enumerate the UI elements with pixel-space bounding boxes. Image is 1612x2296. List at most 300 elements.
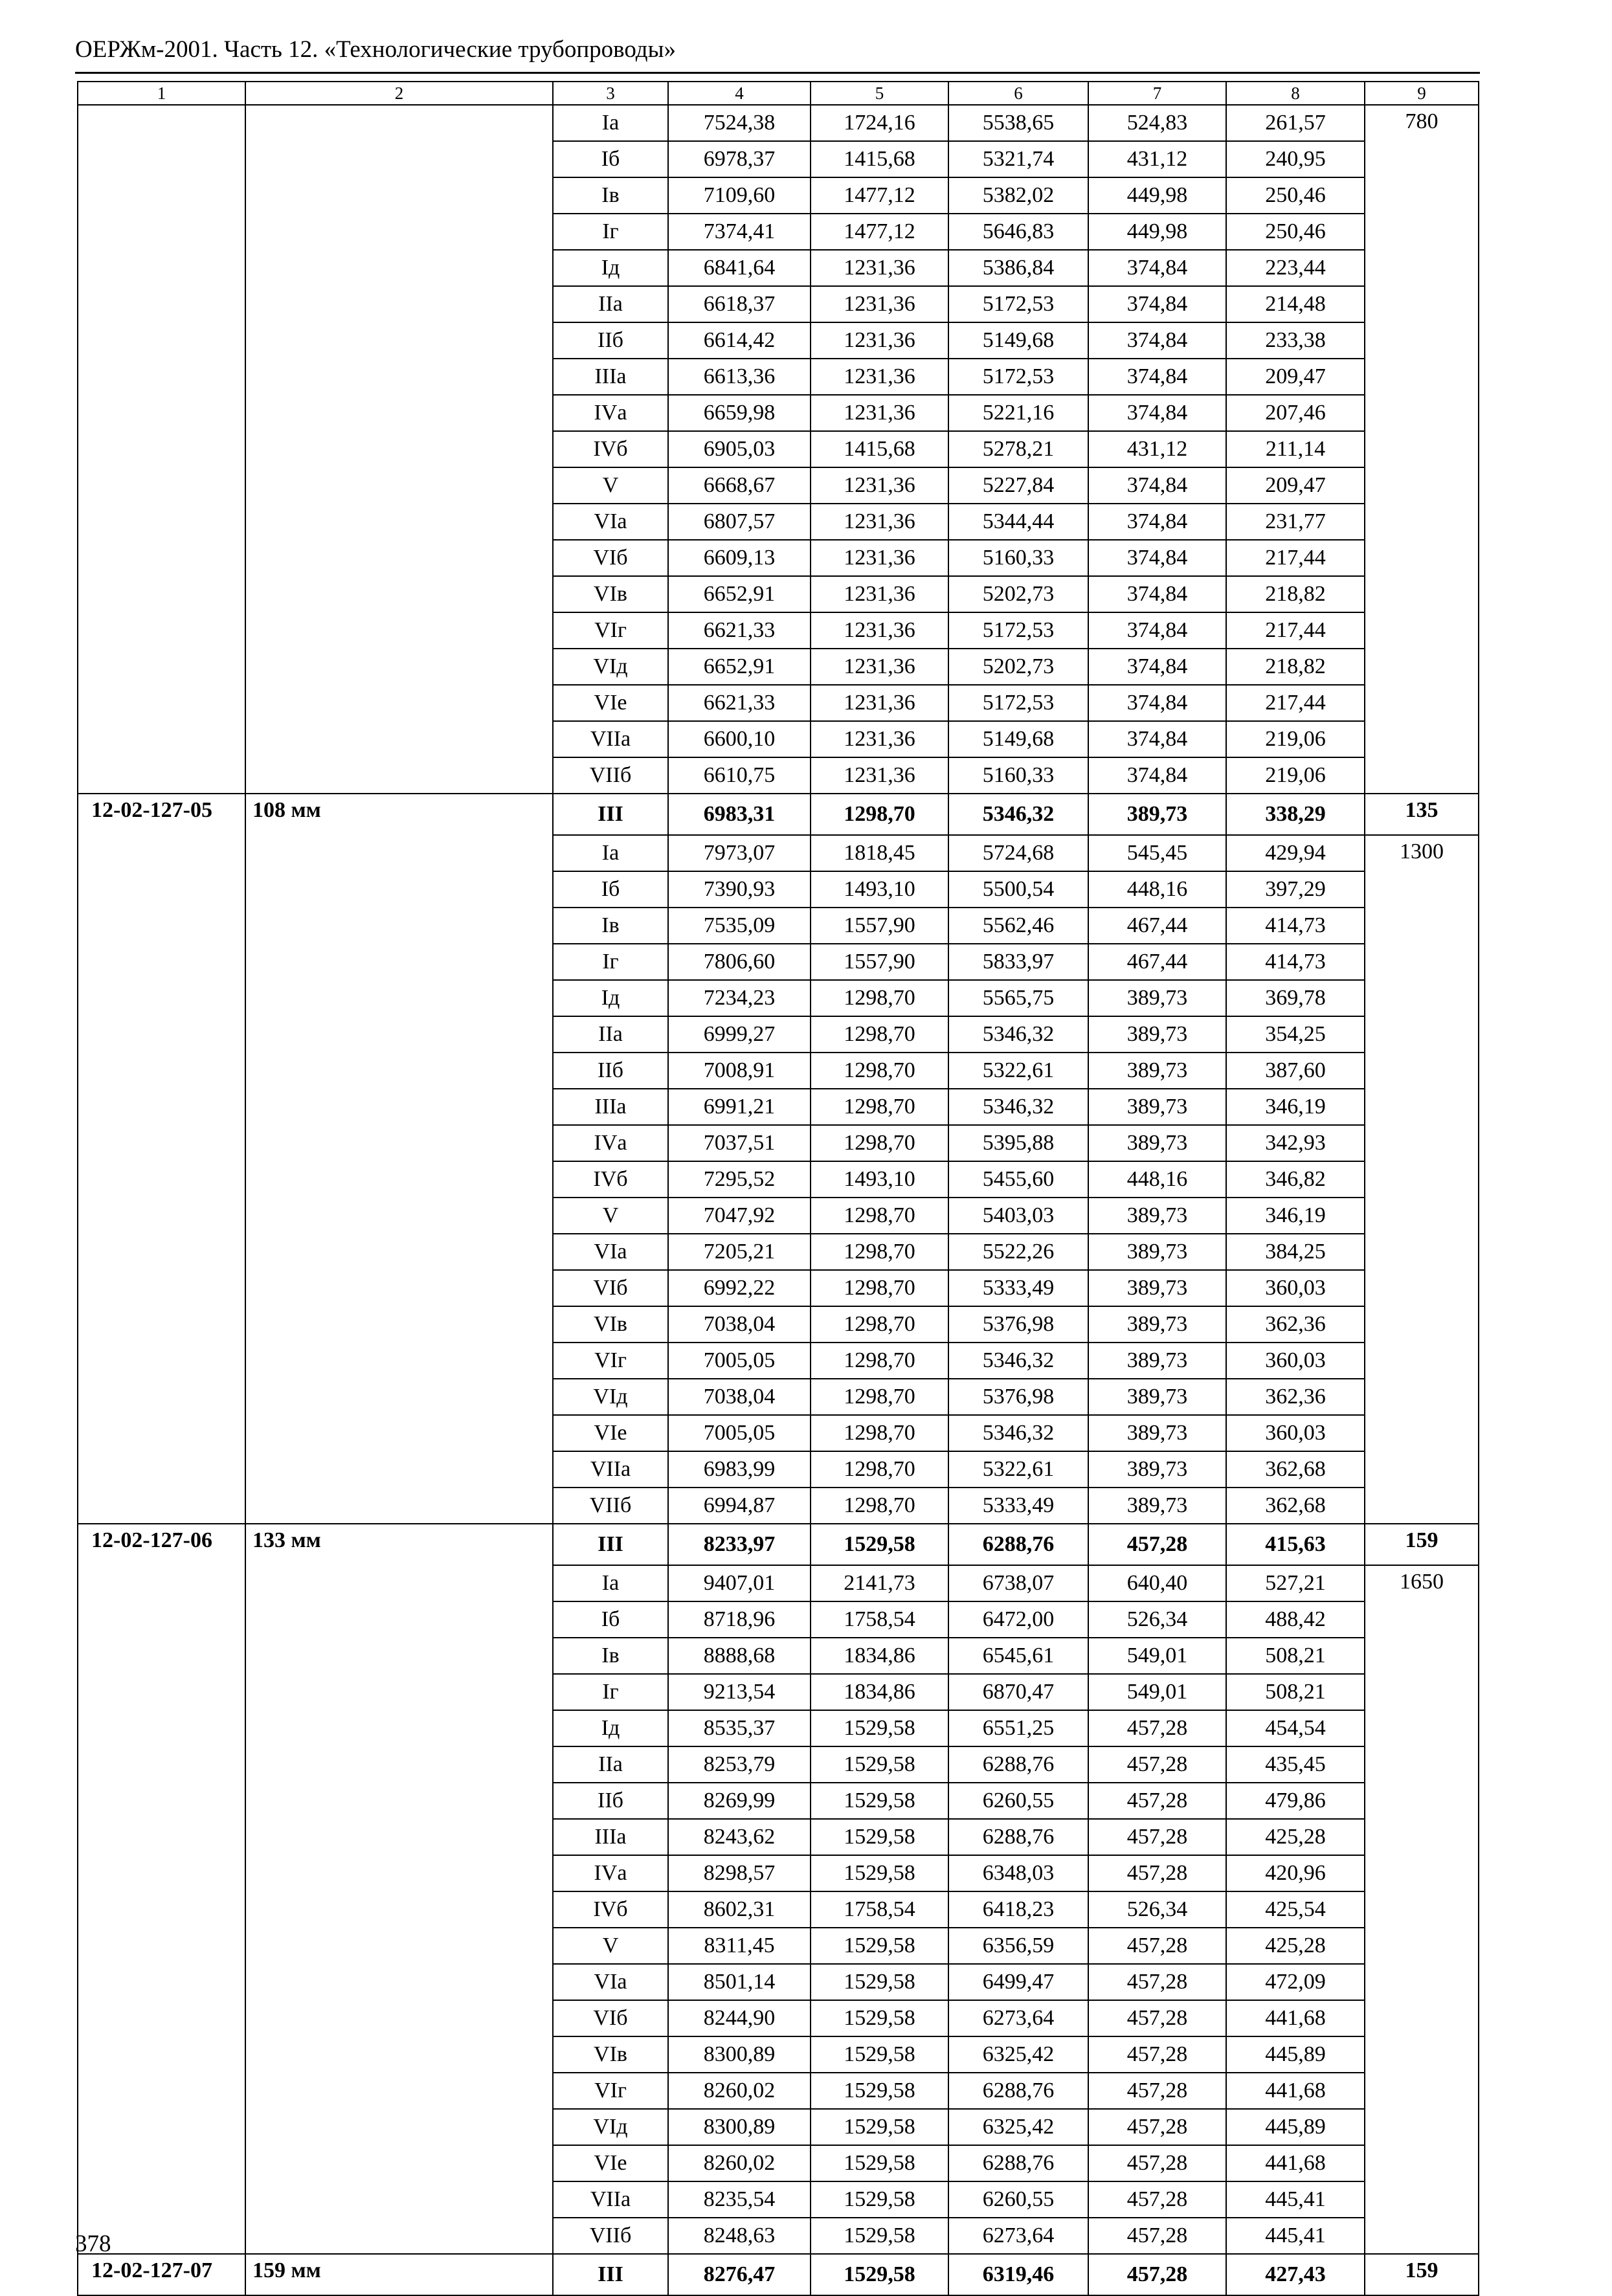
table-cell: 374,84 bbox=[1088, 467, 1226, 504]
table-cell: 508,21 bbox=[1226, 1638, 1365, 1674]
table-cell: Iв bbox=[553, 1638, 668, 1674]
table-cell: 448,16 bbox=[1088, 1161, 1226, 1198]
table-cell: 374,84 bbox=[1088, 721, 1226, 757]
table-cell: 5522,26 bbox=[948, 1234, 1088, 1270]
table-cell: 5322,61 bbox=[948, 1053, 1088, 1089]
table-cell: 6273,64 bbox=[948, 2000, 1088, 2036]
table-cell: 6618,37 bbox=[668, 286, 811, 322]
table-cell: III bbox=[553, 794, 668, 835]
table-cell: 1557,90 bbox=[811, 908, 948, 944]
column-number: 6 bbox=[948, 82, 1088, 105]
table-cell: 7047,92 bbox=[668, 1198, 811, 1234]
table-cell: 374,84 bbox=[1088, 359, 1226, 395]
table-cell: 1231,36 bbox=[811, 649, 948, 685]
table-cell: 425,54 bbox=[1226, 1891, 1365, 1928]
table-cell: 389,73 bbox=[1088, 1306, 1226, 1343]
table-cell: 6348,03 bbox=[948, 1855, 1088, 1891]
table-cell: 5172,53 bbox=[948, 685, 1088, 721]
table-cell: 8300,89 bbox=[668, 2109, 811, 2145]
table-cell: V bbox=[553, 1198, 668, 1234]
table-cell: 219,06 bbox=[1226, 721, 1365, 757]
table-cell: 1298,70 bbox=[811, 1306, 948, 1343]
table-cell: 389,73 bbox=[1088, 1488, 1226, 1524]
table-cell: Iд bbox=[553, 1710, 668, 1746]
table-cell: Iг bbox=[553, 214, 668, 250]
table-cell: 457,28 bbox=[1088, 2073, 1226, 2109]
table-cell: 449,98 bbox=[1088, 177, 1226, 214]
table-cell: 217,44 bbox=[1226, 685, 1365, 721]
table-cell: 5333,49 bbox=[948, 1488, 1088, 1524]
table-cell: 6545,61 bbox=[948, 1638, 1088, 1674]
table-cell: 1529,58 bbox=[811, 1783, 948, 1819]
table-cell: 1529,58 bbox=[811, 2000, 948, 2036]
table-cell: 6978,37 bbox=[668, 141, 811, 177]
table-cell: 346,82 bbox=[1226, 1161, 1365, 1198]
table-cell: 420,96 bbox=[1226, 1855, 1365, 1891]
table-cell: 1758,54 bbox=[811, 1601, 948, 1638]
table-cell: 384,25 bbox=[1226, 1234, 1365, 1270]
table-cell: 1231,36 bbox=[811, 504, 948, 540]
table-cell: IIа bbox=[553, 1746, 668, 1783]
table-cell: 8718,96 bbox=[668, 1601, 811, 1638]
table-cell: 374,84 bbox=[1088, 540, 1226, 576]
table-cell: 5333,49 bbox=[948, 1270, 1088, 1306]
table-cell: 6319,46 bbox=[948, 2254, 1088, 2295]
table-cell: 457,28 bbox=[1088, 1524, 1226, 1565]
pipe-diameter-cell: 133 мм bbox=[245, 1524, 553, 2254]
table-cell: VIIа bbox=[553, 2181, 668, 2218]
table-cell: 6991,21 bbox=[668, 1089, 811, 1125]
table-cell: 549,01 bbox=[1088, 1638, 1226, 1674]
table-cell: VIе bbox=[553, 2145, 668, 2181]
table-cell: 1529,58 bbox=[811, 1710, 948, 1746]
table-cell: VIг bbox=[553, 1343, 668, 1379]
table-cell: 8602,31 bbox=[668, 1891, 811, 1928]
table-cell: 1529,58 bbox=[811, 2109, 948, 2145]
table-cell: 8260,02 bbox=[668, 2073, 811, 2109]
table-cell: 374,84 bbox=[1088, 649, 1226, 685]
table-cell: 362,68 bbox=[1226, 1451, 1365, 1488]
table-cell: 1557,90 bbox=[811, 944, 948, 980]
table-cell: 374,84 bbox=[1088, 757, 1226, 794]
table-cell: 374,84 bbox=[1088, 322, 1226, 359]
table-cell: VIIб bbox=[553, 2218, 668, 2254]
table-cell: 8298,57 bbox=[668, 1855, 811, 1891]
table-row-total bbox=[78, 2254, 1479, 2295]
page-number: 378 bbox=[75, 2231, 111, 2257]
table-cell: 1231,36 bbox=[811, 576, 948, 612]
table-cell: 1415,68 bbox=[811, 141, 948, 177]
table-cell: 5172,53 bbox=[948, 359, 1088, 395]
table-row-total bbox=[78, 1524, 1479, 1565]
table-cell: 457,28 bbox=[1088, 2145, 1226, 2181]
table-cell: 5202,73 bbox=[948, 649, 1088, 685]
table-cell: 6288,76 bbox=[948, 1524, 1088, 1565]
table-cell: 223,44 bbox=[1226, 250, 1365, 286]
table-cell: 1477,12 bbox=[811, 177, 948, 214]
table-cell: 354,25 bbox=[1226, 1016, 1365, 1053]
table-cell: 217,44 bbox=[1226, 540, 1365, 576]
table-cell: 250,46 bbox=[1226, 214, 1365, 250]
table-cell: 1298,70 bbox=[811, 1016, 948, 1053]
table-cell: 6659,98 bbox=[668, 395, 811, 431]
table-cell: 2141,73 bbox=[811, 1565, 948, 1601]
table-cell: 414,73 bbox=[1226, 908, 1365, 944]
table-cell: 6325,42 bbox=[948, 2109, 1088, 2145]
table-cell: 1818,45 bbox=[811, 835, 948, 871]
table-cell: 1477,12 bbox=[811, 214, 948, 250]
table-cell: 389,73 bbox=[1088, 980, 1226, 1016]
table-cell: 1298,70 bbox=[811, 1270, 948, 1306]
table-cell: 5455,60 bbox=[948, 1161, 1088, 1198]
table-cell: 5376,98 bbox=[948, 1306, 1088, 1343]
table-cell: 219,06 bbox=[1226, 757, 1365, 794]
table-cell: 429,94 bbox=[1226, 835, 1365, 871]
table-cell: 389,73 bbox=[1088, 1451, 1226, 1488]
table-cell: 9407,01 bbox=[668, 1565, 811, 1601]
table-cell: 231,77 bbox=[1226, 504, 1365, 540]
table-cell: 8269,99 bbox=[668, 1783, 811, 1819]
table-cell: VIе bbox=[553, 1415, 668, 1451]
table-cell: 5221,16 bbox=[948, 395, 1088, 431]
table-cell: VIIа bbox=[553, 1451, 668, 1488]
table-cell: 5833,97 bbox=[948, 944, 1088, 980]
table-cell: VIа bbox=[553, 504, 668, 540]
table-cell: VIд bbox=[553, 1379, 668, 1415]
table-cell: 214,48 bbox=[1226, 286, 1365, 322]
table-cell: 233,38 bbox=[1226, 322, 1365, 359]
table-cell: 374,84 bbox=[1088, 395, 1226, 431]
table-cell: VIг bbox=[553, 612, 668, 649]
column-number: 8 bbox=[1226, 82, 1365, 105]
table-cell: VIIб bbox=[553, 757, 668, 794]
table-cell: 360,03 bbox=[1226, 1343, 1365, 1379]
table-cell: 374,84 bbox=[1088, 250, 1226, 286]
table-cell: 5724,68 bbox=[948, 835, 1088, 871]
table-cell: 527,21 bbox=[1226, 1565, 1365, 1601]
table-cell: 5346,32 bbox=[948, 1415, 1088, 1451]
table-body bbox=[78, 105, 1479, 2295]
table-cell: 457,28 bbox=[1088, 2254, 1226, 2295]
pipe-diameter-cell: 108 мм bbox=[245, 794, 553, 1524]
table-cell: Iа bbox=[553, 105, 668, 141]
table-cell: 6551,25 bbox=[948, 1710, 1088, 1746]
table-cell: 8311,45 bbox=[668, 1928, 811, 1964]
table-cell: 457,28 bbox=[1088, 1710, 1226, 1746]
table-cell: 7806,60 bbox=[668, 944, 811, 980]
table-cell: 457,28 bbox=[1088, 2181, 1226, 2218]
table-cell: IIб bbox=[553, 1053, 668, 1089]
column-number: 7 bbox=[1088, 82, 1226, 105]
table-cell: 5346,32 bbox=[948, 1343, 1088, 1379]
table-cell: 6288,76 bbox=[948, 1746, 1088, 1783]
table-cell: 1529,58 bbox=[811, 1746, 948, 1783]
table-cell: V bbox=[553, 1928, 668, 1964]
table-cell: 159 bbox=[1365, 2254, 1479, 2295]
table-cell: Iв bbox=[553, 908, 668, 944]
table-cell: 1529,58 bbox=[811, 2145, 948, 2181]
table-cell: 346,19 bbox=[1226, 1198, 1365, 1234]
table-cell: 1231,36 bbox=[811, 721, 948, 757]
table-cell: 6288,76 bbox=[948, 2073, 1088, 2109]
table-cell: 389,73 bbox=[1088, 1089, 1226, 1125]
table-cell: 5172,53 bbox=[948, 612, 1088, 649]
table-cell: 8260,02 bbox=[668, 2145, 811, 2181]
table-cell: 508,21 bbox=[1226, 1674, 1365, 1710]
column-9-cell: 780 bbox=[1365, 105, 1479, 794]
table-cell: 6356,59 bbox=[948, 1928, 1088, 1964]
table-cell: 6999,27 bbox=[668, 1016, 811, 1053]
table-cell: 1529,58 bbox=[811, 1928, 948, 1964]
table-cell: 6499,47 bbox=[948, 1964, 1088, 2000]
table-cell: 369,78 bbox=[1226, 980, 1365, 1016]
table-cell: 5321,74 bbox=[948, 141, 1088, 177]
table-cell: 435,45 bbox=[1226, 1746, 1365, 1783]
table-cell: 526,34 bbox=[1088, 1601, 1226, 1638]
table-cell: 8248,63 bbox=[668, 2218, 811, 2254]
table-cell: 8253,79 bbox=[668, 1746, 811, 1783]
table-cell: 6652,91 bbox=[668, 576, 811, 612]
table-cell: Iа bbox=[553, 835, 668, 871]
table-cell: 211,14 bbox=[1226, 431, 1365, 467]
table-cell: IIб bbox=[553, 322, 668, 359]
table-cell: 6621,33 bbox=[668, 612, 811, 649]
table-cell: VIд bbox=[553, 649, 668, 685]
table-cell: VIIа bbox=[553, 721, 668, 757]
table-cell: IIIа bbox=[553, 1089, 668, 1125]
table-cell: 5160,33 bbox=[948, 757, 1088, 794]
table-cell: 7008,91 bbox=[668, 1053, 811, 1089]
table-cell: 7234,23 bbox=[668, 980, 811, 1016]
table-cell: 1231,36 bbox=[811, 250, 948, 286]
table-cell: 5278,21 bbox=[948, 431, 1088, 467]
table-cell: 457,28 bbox=[1088, 2000, 1226, 2036]
table-cell: 488,42 bbox=[1226, 1601, 1365, 1638]
table-cell: Iд bbox=[553, 250, 668, 286]
table-row-total bbox=[78, 794, 1479, 835]
table-cell: 1298,70 bbox=[811, 1053, 948, 1089]
table-cell: VIб bbox=[553, 540, 668, 576]
table-cell: 387,60 bbox=[1226, 1053, 1365, 1089]
table-cell: VIв bbox=[553, 1306, 668, 1343]
table-cell: 5346,32 bbox=[948, 1016, 1088, 1053]
table-cell: 1298,70 bbox=[811, 1234, 948, 1270]
table-cell: 338,29 bbox=[1226, 794, 1365, 835]
table-cell: 467,44 bbox=[1088, 908, 1226, 944]
table-cell: 1231,36 bbox=[811, 685, 948, 721]
table-cell: 389,73 bbox=[1088, 1343, 1226, 1379]
table-cell: 8243,62 bbox=[668, 1819, 811, 1855]
table-cell: VIд bbox=[553, 2109, 668, 2145]
table-cell: IIа bbox=[553, 1016, 668, 1053]
table-cell: 218,82 bbox=[1226, 576, 1365, 612]
table-cell: Iб bbox=[553, 1601, 668, 1638]
table-cell: 362,68 bbox=[1226, 1488, 1365, 1524]
table-cell: 5202,73 bbox=[948, 576, 1088, 612]
column-number: 1 bbox=[78, 82, 245, 105]
table-cell: 445,41 bbox=[1226, 2218, 1365, 2254]
column-number: 3 bbox=[553, 82, 668, 105]
table-cell: 445,41 bbox=[1226, 2181, 1365, 2218]
table-cell: 1529,58 bbox=[811, 1819, 948, 1855]
table-cell: 441,68 bbox=[1226, 2145, 1365, 2181]
table-cell: 425,28 bbox=[1226, 1819, 1365, 1855]
table-cell: 1298,70 bbox=[811, 1343, 948, 1379]
table-cell: 1231,36 bbox=[811, 467, 948, 504]
table-cell: VIв bbox=[553, 2036, 668, 2073]
column-number: 5 bbox=[811, 82, 948, 105]
table-cell: 9213,54 bbox=[668, 1674, 811, 1710]
table-cell: 457,28 bbox=[1088, 1928, 1226, 1964]
resource-table bbox=[77, 81, 1479, 2296]
table-cell: 457,28 bbox=[1088, 2036, 1226, 2073]
table-cell: 6983,31 bbox=[668, 794, 811, 835]
table-cell: III bbox=[553, 2254, 668, 2295]
table-cell: 454,54 bbox=[1226, 1710, 1365, 1746]
table-cell: 5322,61 bbox=[948, 1451, 1088, 1488]
table-cell: IIIа bbox=[553, 359, 668, 395]
table-cell: 5344,44 bbox=[948, 504, 1088, 540]
table-cell: 6472,00 bbox=[948, 1601, 1088, 1638]
table-cell: 524,83 bbox=[1088, 105, 1226, 141]
table-cell: 1529,58 bbox=[811, 1524, 948, 1565]
pipe-diameter-cell: 159 мм bbox=[245, 2254, 553, 2295]
table-cell: 6668,67 bbox=[668, 467, 811, 504]
table-cell: 457,28 bbox=[1088, 2218, 1226, 2254]
table-cell: 209,47 bbox=[1226, 359, 1365, 395]
table-cell: 389,73 bbox=[1088, 794, 1226, 835]
table-cell: 8300,89 bbox=[668, 2036, 811, 2073]
table-cell: VIг bbox=[553, 2073, 668, 2109]
table-cell: IIа bbox=[553, 286, 668, 322]
table-cell: 6260,55 bbox=[948, 2181, 1088, 2218]
table-cell: 5346,32 bbox=[948, 1089, 1088, 1125]
table-cell: 427,43 bbox=[1226, 2254, 1365, 2295]
table-cell: 389,73 bbox=[1088, 1016, 1226, 1053]
table-cell: 8244,90 bbox=[668, 2000, 811, 2036]
table-cell: 549,01 bbox=[1088, 1674, 1226, 1710]
table-cell: 1231,36 bbox=[811, 612, 948, 649]
table-cell: VIб bbox=[553, 2000, 668, 2036]
table-cell: 1724,16 bbox=[811, 105, 948, 141]
table-cell: 5646,83 bbox=[948, 214, 1088, 250]
table-cell: 441,68 bbox=[1226, 2073, 1365, 2109]
table-cell: 5160,33 bbox=[948, 540, 1088, 576]
table-cell: 7205,21 bbox=[668, 1234, 811, 1270]
table-cell: 6609,13 bbox=[668, 540, 811, 576]
table-cell: 5565,75 bbox=[948, 980, 1088, 1016]
table-cell: IVб bbox=[553, 1161, 668, 1198]
table-cell: 360,03 bbox=[1226, 1270, 1365, 1306]
table-cell: 6610,75 bbox=[668, 757, 811, 794]
table-cell: 389,73 bbox=[1088, 1270, 1226, 1306]
table-cell: 449,98 bbox=[1088, 214, 1226, 250]
table-cell: IIб bbox=[553, 1783, 668, 1819]
table-cell: VIб bbox=[553, 1270, 668, 1306]
table-cell: 389,73 bbox=[1088, 1053, 1226, 1089]
table-cell: Iб bbox=[553, 141, 668, 177]
table-cell: 8535,37 bbox=[668, 1710, 811, 1746]
table-cell: 261,57 bbox=[1226, 105, 1365, 141]
table-cell: 425,28 bbox=[1226, 1928, 1365, 1964]
table-cell: 6652,91 bbox=[668, 649, 811, 685]
table-cell: 135 bbox=[1365, 794, 1479, 835]
rate-code-cell: 12-02-127-06 bbox=[78, 1524, 245, 2254]
table-cell: 6260,55 bbox=[948, 1783, 1088, 1819]
table-cell: 414,73 bbox=[1226, 944, 1365, 980]
table-cell: 7390,93 bbox=[668, 871, 811, 908]
table-cell: 5500,54 bbox=[948, 871, 1088, 908]
table-cell: 441,68 bbox=[1226, 2000, 1365, 2036]
table-cell: Iа bbox=[553, 1565, 668, 1601]
rate-code-cell: 12-02-127-05 bbox=[78, 794, 245, 1524]
table-cell: 1231,36 bbox=[811, 286, 948, 322]
table-cell: 1231,36 bbox=[811, 395, 948, 431]
table-cell: 457,28 bbox=[1088, 1855, 1226, 1891]
table-cell: 1529,58 bbox=[811, 2181, 948, 2218]
table-cell: 479,86 bbox=[1226, 1783, 1365, 1819]
table-cell: 467,44 bbox=[1088, 944, 1226, 980]
table-cell: Iг bbox=[553, 944, 668, 980]
table-cell: 415,63 bbox=[1226, 1524, 1365, 1565]
table-cell: 6273,64 bbox=[948, 2218, 1088, 2254]
table-cell: 1298,70 bbox=[811, 1089, 948, 1125]
table-cell: IVа bbox=[553, 1125, 668, 1161]
table-cell: 218,82 bbox=[1226, 649, 1365, 685]
table-cell: 360,03 bbox=[1226, 1415, 1365, 1451]
table-cell: 374,84 bbox=[1088, 685, 1226, 721]
table-cell: 1493,10 bbox=[811, 871, 948, 908]
table-cell: 6614,42 bbox=[668, 322, 811, 359]
table-cell: 389,73 bbox=[1088, 1415, 1226, 1451]
column-number: 2 bbox=[245, 82, 553, 105]
table-cell: 7037,51 bbox=[668, 1125, 811, 1161]
table-cell: 5395,88 bbox=[948, 1125, 1088, 1161]
table-cell: 7524,38 bbox=[668, 105, 811, 141]
table-cell: 389,73 bbox=[1088, 1125, 1226, 1161]
table-cell: 6621,33 bbox=[668, 685, 811, 721]
table-cell: 6994,87 bbox=[668, 1488, 811, 1524]
table-cell: VIа bbox=[553, 1234, 668, 1270]
table-cell: 389,73 bbox=[1088, 1198, 1226, 1234]
table-cell: 374,84 bbox=[1088, 286, 1226, 322]
table-cell: 346,19 bbox=[1226, 1089, 1365, 1125]
table-cell: 472,09 bbox=[1226, 1964, 1365, 2000]
table-cell: 457,28 bbox=[1088, 1964, 1226, 2000]
table-cell: 8888,68 bbox=[668, 1638, 811, 1674]
table-cell: 1298,70 bbox=[811, 1198, 948, 1234]
table-cell: 5149,68 bbox=[948, 322, 1088, 359]
table-cell: V bbox=[553, 467, 668, 504]
table-cell: 6841,64 bbox=[668, 250, 811, 286]
table-cell: 448,16 bbox=[1088, 871, 1226, 908]
table-cell: 1834,86 bbox=[811, 1674, 948, 1710]
table-cell: 6905,03 bbox=[668, 431, 811, 467]
table-cell: 431,12 bbox=[1088, 431, 1226, 467]
table-cell: 362,36 bbox=[1226, 1306, 1365, 1343]
table-cell: 5149,68 bbox=[948, 721, 1088, 757]
table-cell: 7295,52 bbox=[668, 1161, 811, 1198]
table-cell: 6613,36 bbox=[668, 359, 811, 395]
table-cell: 1231,36 bbox=[811, 540, 948, 576]
table-cell: 457,28 bbox=[1088, 1819, 1226, 1855]
header-rule bbox=[75, 72, 1480, 74]
table-cell: 5172,53 bbox=[948, 286, 1088, 322]
table-cell: 1231,36 bbox=[811, 757, 948, 794]
table-cell: 1529,58 bbox=[811, 2036, 948, 2073]
rate-code-cell bbox=[78, 105, 245, 794]
table-cell: Iв bbox=[553, 177, 668, 214]
